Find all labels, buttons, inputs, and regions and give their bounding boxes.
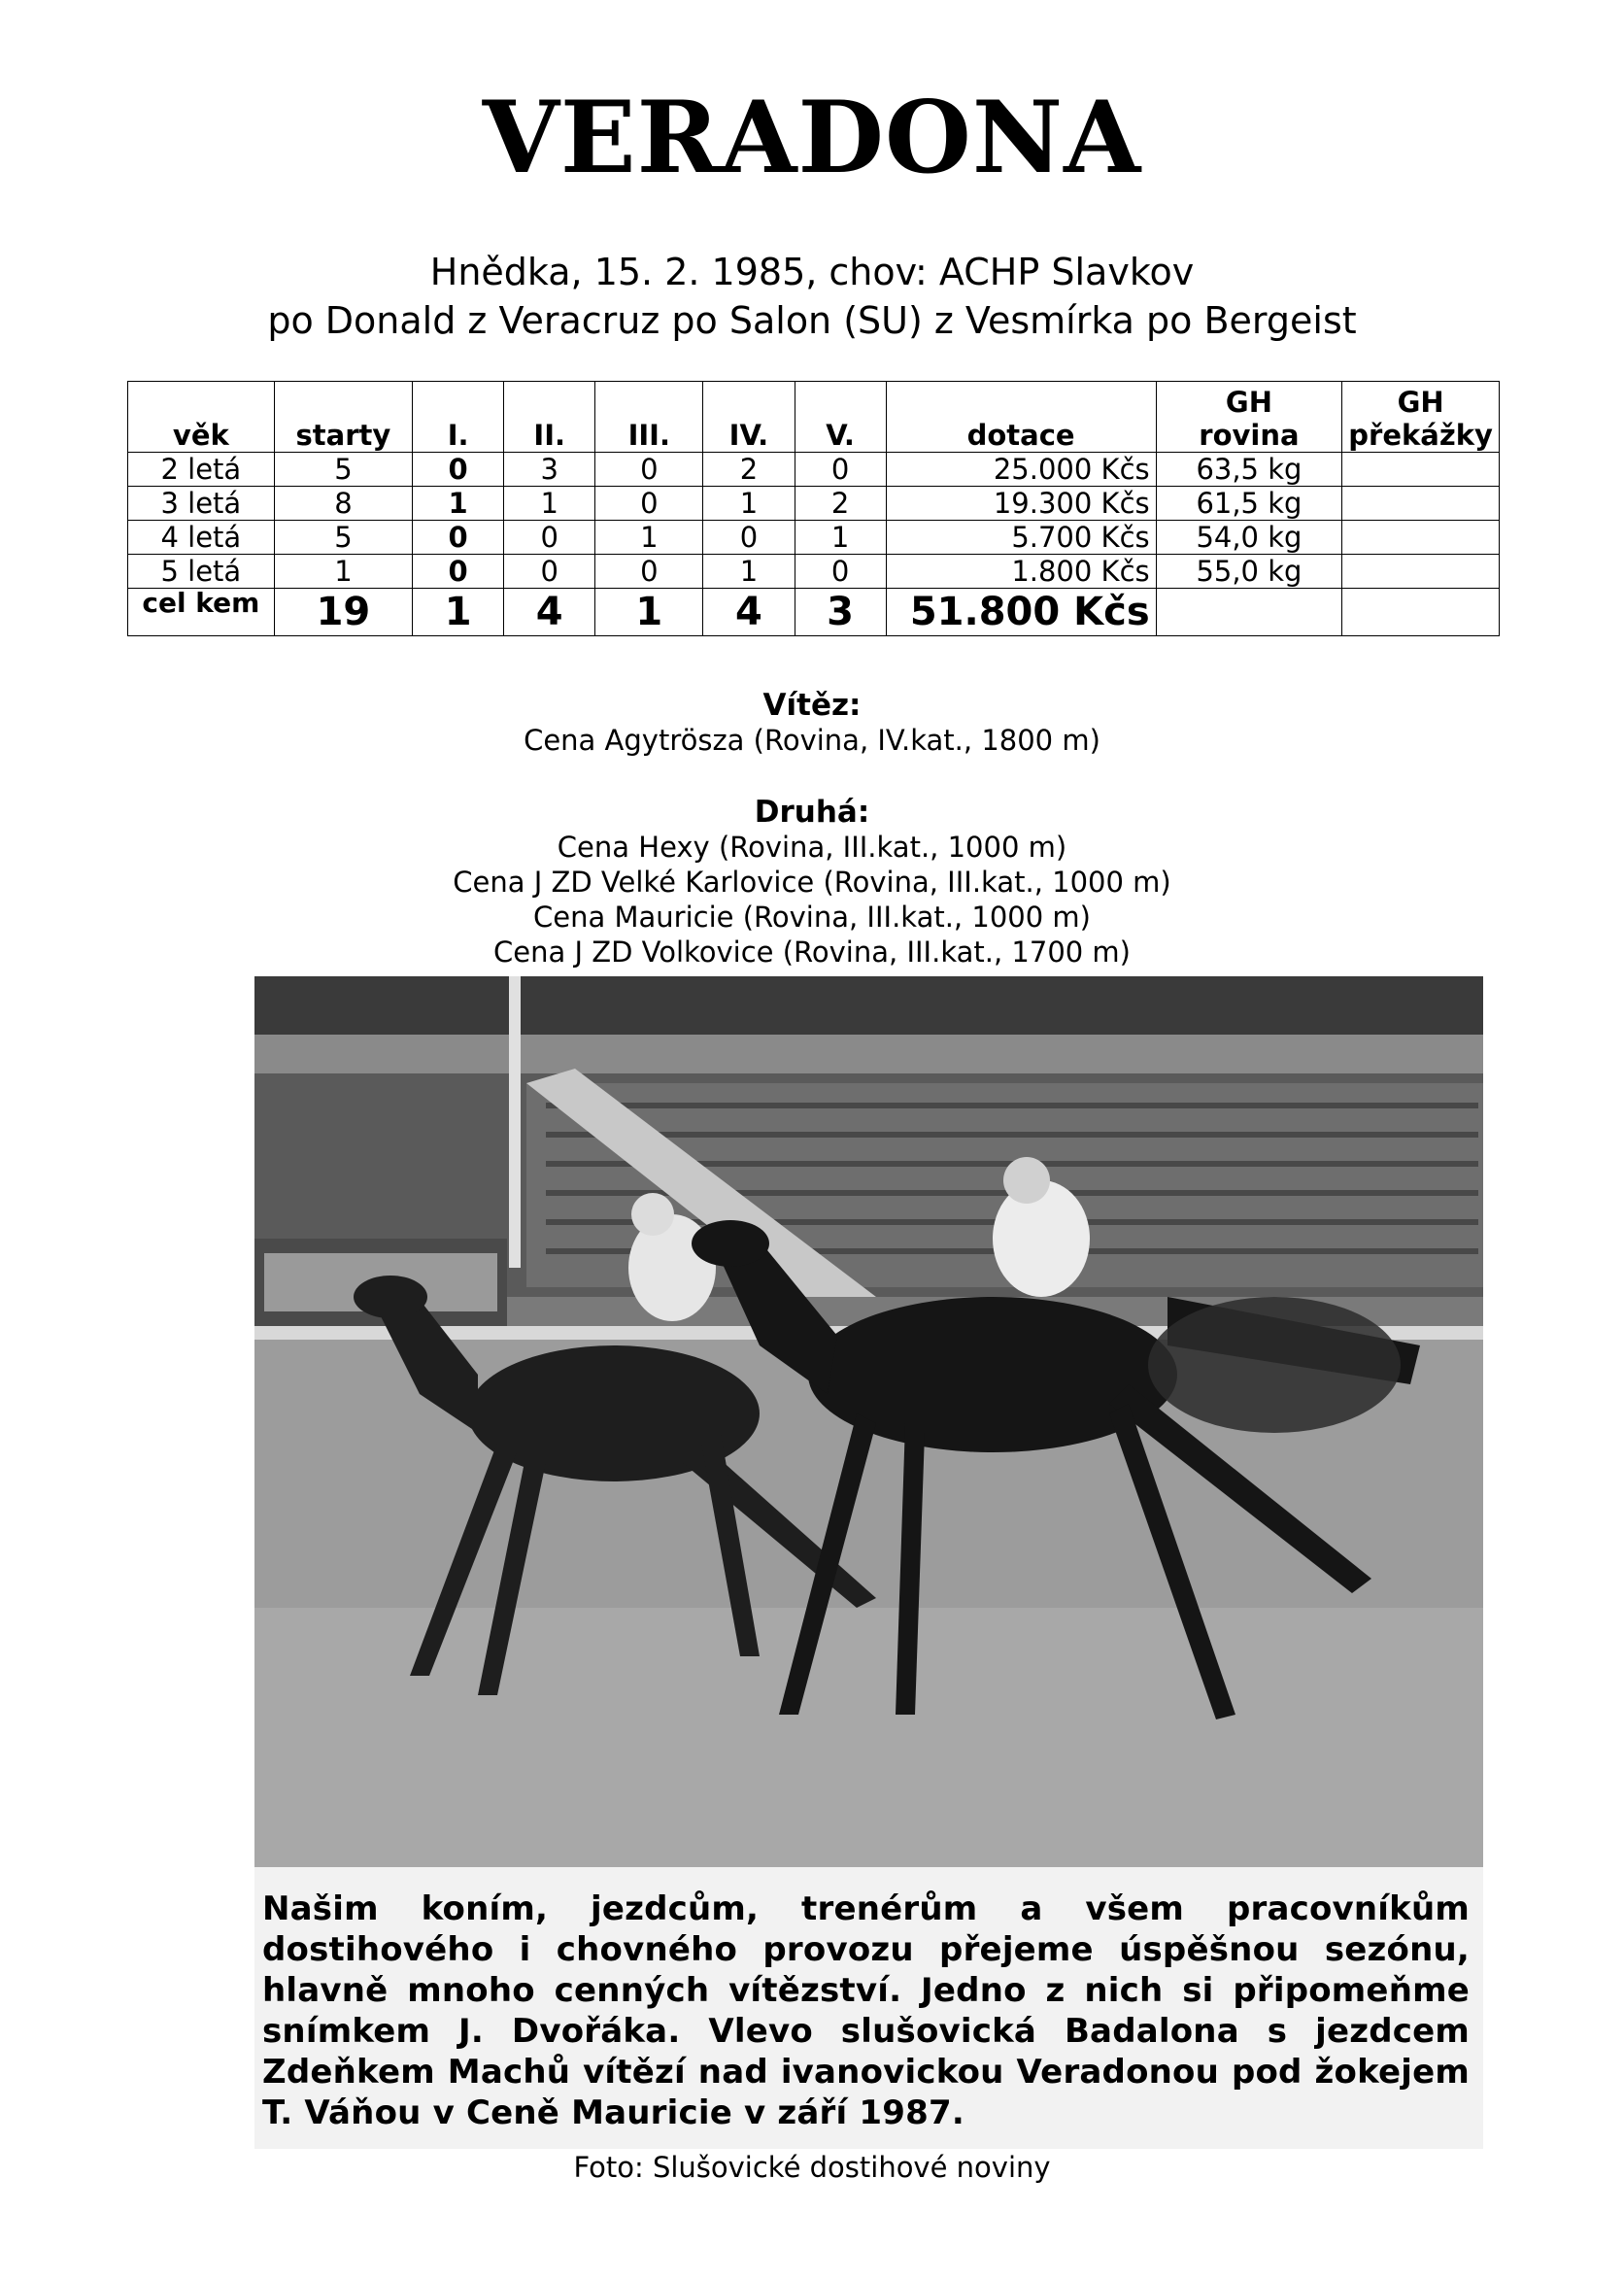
cell-gh-flat: 61,5 kg [1156, 487, 1342, 521]
table-total-row [128, 589, 1500, 636]
header-starts: starty [274, 382, 412, 453]
cell-place-1: 0 [413, 453, 504, 487]
cell-place-4: 0 [703, 521, 795, 555]
second-race: Cena J ZD Volkovice (Rovina, III.kat., 1700 m) [492, 936, 1131, 969]
second-race: Cena Mauricie (Rovina, III.kat., 1000 m) [533, 901, 1091, 934]
caption-text: Našim koním, jezdcům, trenérům a všem pracovníkům dostihového i chovného provozu přejeme úspěšnou sezónu, hlavně mnoho cenných vítězství. Jedno z nich si připomeňme snímkem J. Dvořáka. Vlevo slušovická Badalona s jezdcem Zdeňkem Machů vítězí nad ivanovickou Veradonou pod žokejem T. Váňou v Ceně Mauricie v září 1987. [262, 1889, 1470, 2132]
cell-age: 4 letá [128, 521, 275, 555]
total-gh-flat [1156, 589, 1342, 636]
header-age: věk [128, 382, 275, 453]
race-statistics-table [127, 381, 1500, 636]
total-place-2: 4 [504, 589, 595, 636]
cell-place-2: 1 [504, 487, 595, 521]
cell-starts: 8 [274, 487, 412, 521]
cell-prize: 19.300 Kčs [886, 487, 1156, 521]
header-place-2: II. [504, 382, 595, 453]
cell-age: 2 letá [128, 453, 275, 487]
cell-prize: 5.700 Kčs [886, 521, 1156, 555]
cell-gh-jump [1342, 487, 1500, 521]
cell-place-4: 1 [703, 487, 795, 521]
second-race: Cena Hexy (Rovina, III.kat., 1000 m) [557, 831, 1067, 864]
second-place-section [0, 795, 1624, 970]
cell-starts: 1 [274, 555, 412, 589]
second-race: Cena J ZD Velké Karlovice (Rovina, III.kat., 1000 m) [453, 866, 1171, 899]
cell-place-1: 0 [413, 555, 504, 589]
cell-gh-jump [1342, 453, 1500, 487]
cell-place-3: 0 [595, 453, 703, 487]
table-row [128, 521, 1500, 555]
cell-place-5: 2 [795, 487, 886, 521]
total-place-3: 1 [595, 589, 703, 636]
pedigree-line: po Donald z Veracruz po Salon (SU) z Vesmírka po Bergeist [267, 299, 1357, 342]
cell-place-3: 0 [595, 487, 703, 521]
winner-section [0, 688, 1624, 758]
page-title: VERADONA [482, 80, 1142, 196]
cell-place-2: 0 [504, 555, 595, 589]
total-place-1: 1 [413, 589, 504, 636]
cell-gh-jump [1342, 521, 1500, 555]
cell-place-2: 0 [504, 521, 595, 555]
table-row [128, 555, 1500, 589]
winner-heading: Vítěz: [762, 688, 862, 723]
cell-age: 3 letá [128, 487, 275, 521]
cell-prize: 25.000 Kčs [886, 453, 1156, 487]
header-place-4: IV. [703, 382, 795, 453]
race-photo [254, 976, 1483, 1867]
cell-place-5: 0 [795, 555, 886, 589]
cell-place-1: 1 [413, 487, 504, 521]
cell-age: 5 letá [128, 555, 275, 589]
cell-gh-flat: 55,0 kg [1156, 555, 1342, 589]
total-label: cel kem [128, 589, 275, 636]
cell-place-4: 1 [703, 555, 795, 589]
total-starts: 19 [274, 589, 412, 636]
cell-gh-flat: 54,0 kg [1156, 521, 1342, 555]
second-heading: Druhá: [754, 795, 870, 830]
cell-starts: 5 [274, 521, 412, 555]
cell-place-3: 0 [595, 555, 703, 589]
table-row [128, 487, 1500, 521]
cell-place-2: 3 [504, 453, 595, 487]
photo-caption [254, 1867, 1483, 2149]
horse-info-line: Hnědka, 15. 2. 1985, chov: ACHP Slavkov [429, 251, 1195, 293]
cell-place-1: 0 [413, 521, 504, 555]
header-place-1: I. [413, 382, 504, 453]
cell-place-5: 0 [795, 453, 886, 487]
winner-race: Cena Agytrösza (Rovina, IV.kat., 1800 m) [524, 724, 1100, 757]
total-prize: 51.800 Kčs [886, 589, 1156, 636]
cell-gh-jump [1342, 555, 1500, 589]
header-prize: dotace [886, 382, 1156, 453]
cell-prize: 1.800 Kčs [886, 555, 1156, 589]
header-place-3: III. [595, 382, 703, 453]
cell-place-3: 1 [595, 521, 703, 555]
table-row [128, 453, 1500, 487]
header-place-5: V. [795, 382, 886, 453]
table-header-row [128, 382, 1500, 453]
photo-credit: Foto: Slušovické dostihové noviny [573, 2151, 1051, 2184]
total-gh-jump [1342, 589, 1500, 636]
header-gh-flat: GH rovina [1156, 382, 1342, 453]
cell-gh-flat: 63,5 kg [1156, 453, 1342, 487]
total-place-4: 4 [703, 589, 795, 636]
cell-starts: 5 [274, 453, 412, 487]
total-place-5: 3 [795, 589, 886, 636]
cell-place-4: 2 [703, 453, 795, 487]
cell-place-5: 1 [795, 521, 886, 555]
header-gh-jump: GH překážky [1342, 382, 1500, 453]
